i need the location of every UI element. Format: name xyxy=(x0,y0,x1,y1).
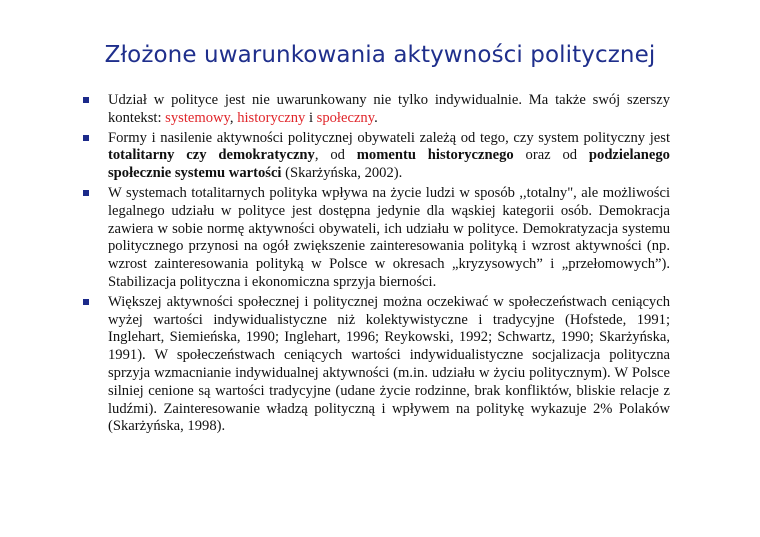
bullet-text: oraz od xyxy=(513,147,589,164)
square-bullet-icon xyxy=(83,97,89,103)
separator-text: , xyxy=(229,109,238,126)
bullet-item-context xyxy=(80,92,670,128)
bullet-item-totalitarian xyxy=(80,185,670,292)
bold-phrase-system-type: totalitarny czy demokratyczny xyxy=(108,147,315,164)
keyword-historical: historyczny xyxy=(237,109,306,126)
keyword-systemic: systemowy xyxy=(165,109,230,126)
bullet-text: Udział w polityce jest nie uwarunkowany nie tylko indywidualnie. Ma także swój szerszy kontekst: xyxy=(108,92,670,126)
bullet-text: , od xyxy=(314,147,357,164)
slide-title: Złożone uwarunkowania aktywności politycznej xyxy=(104,42,656,68)
square-bullet-icon xyxy=(83,135,89,141)
bullet-item-values xyxy=(80,294,670,436)
bullet-text: Formy i nasilenie aktywności politycznej obywateli zależą od tego, czy system polityczny jest xyxy=(108,129,670,146)
bullet-text: W systemach totalitarnych polityka wpływa na życie ludzi w sposób ,,totalny", ale możliwości legalnego udziału w polityce jest dostępna jedynie dla wąskiej kategorii osób. Demokracja zawiera w sobie normę aktywności obywateli, ich udziału w polityce. Demokratyzacja systemu politycznego przynosi na ogół zwiększenie zainteresowania polityką i wzrost aktywności (np. wzrost zainteresowania polityką w Polsce w okresach „kryzysowych” i „przełomowych”). Stabilizacja polityczna i ekonomiczna sprzyja bierności. xyxy=(108,184,670,290)
bullet-text: (Skarżyńska, 2002). xyxy=(281,165,403,182)
bullet-list xyxy=(80,92,670,438)
bullet-text: Większej aktywności społecznej i politycznej można oczekiwać w społeczeństwach ceniących wyżej wartości indywidualistyczne niż kolektywistyczne i tradycyjne (Hofstede, 1991; Inglehart, Siemieńska, 1990; Inglehart, 1996; Reykowski, 1992; Schwartz, 1990; Skarżyńska, 1991). W społeczeństwach ceniących wartości indywidualistyczne socjalizacja polityczna sprzyja wzmacnianie indywidualnej aktywności (m.in. udziału w życiu politycznym). W Polsce silniej cenione są wartości tradycyjne (udane życie rodzinne, brak konfliktów, bliskie relacje z ludźmi). Zainteresowanie władzą polityczną i wpływem na politykę wykazuje 2% Polaków (Skarżyńska, 1998). xyxy=(108,293,670,435)
square-bullet-icon xyxy=(83,299,89,305)
bullet-item-forms xyxy=(80,130,670,183)
bold-phrase-historical-moment: momentu historycznego xyxy=(356,147,514,164)
keyword-social: społeczny xyxy=(316,109,375,126)
separator-text: . xyxy=(374,109,378,126)
bold-phrase-shared-values: podzielanego społecznie systemu wartości xyxy=(108,147,670,182)
square-bullet-icon xyxy=(83,190,89,196)
separator-text: i xyxy=(305,109,317,126)
